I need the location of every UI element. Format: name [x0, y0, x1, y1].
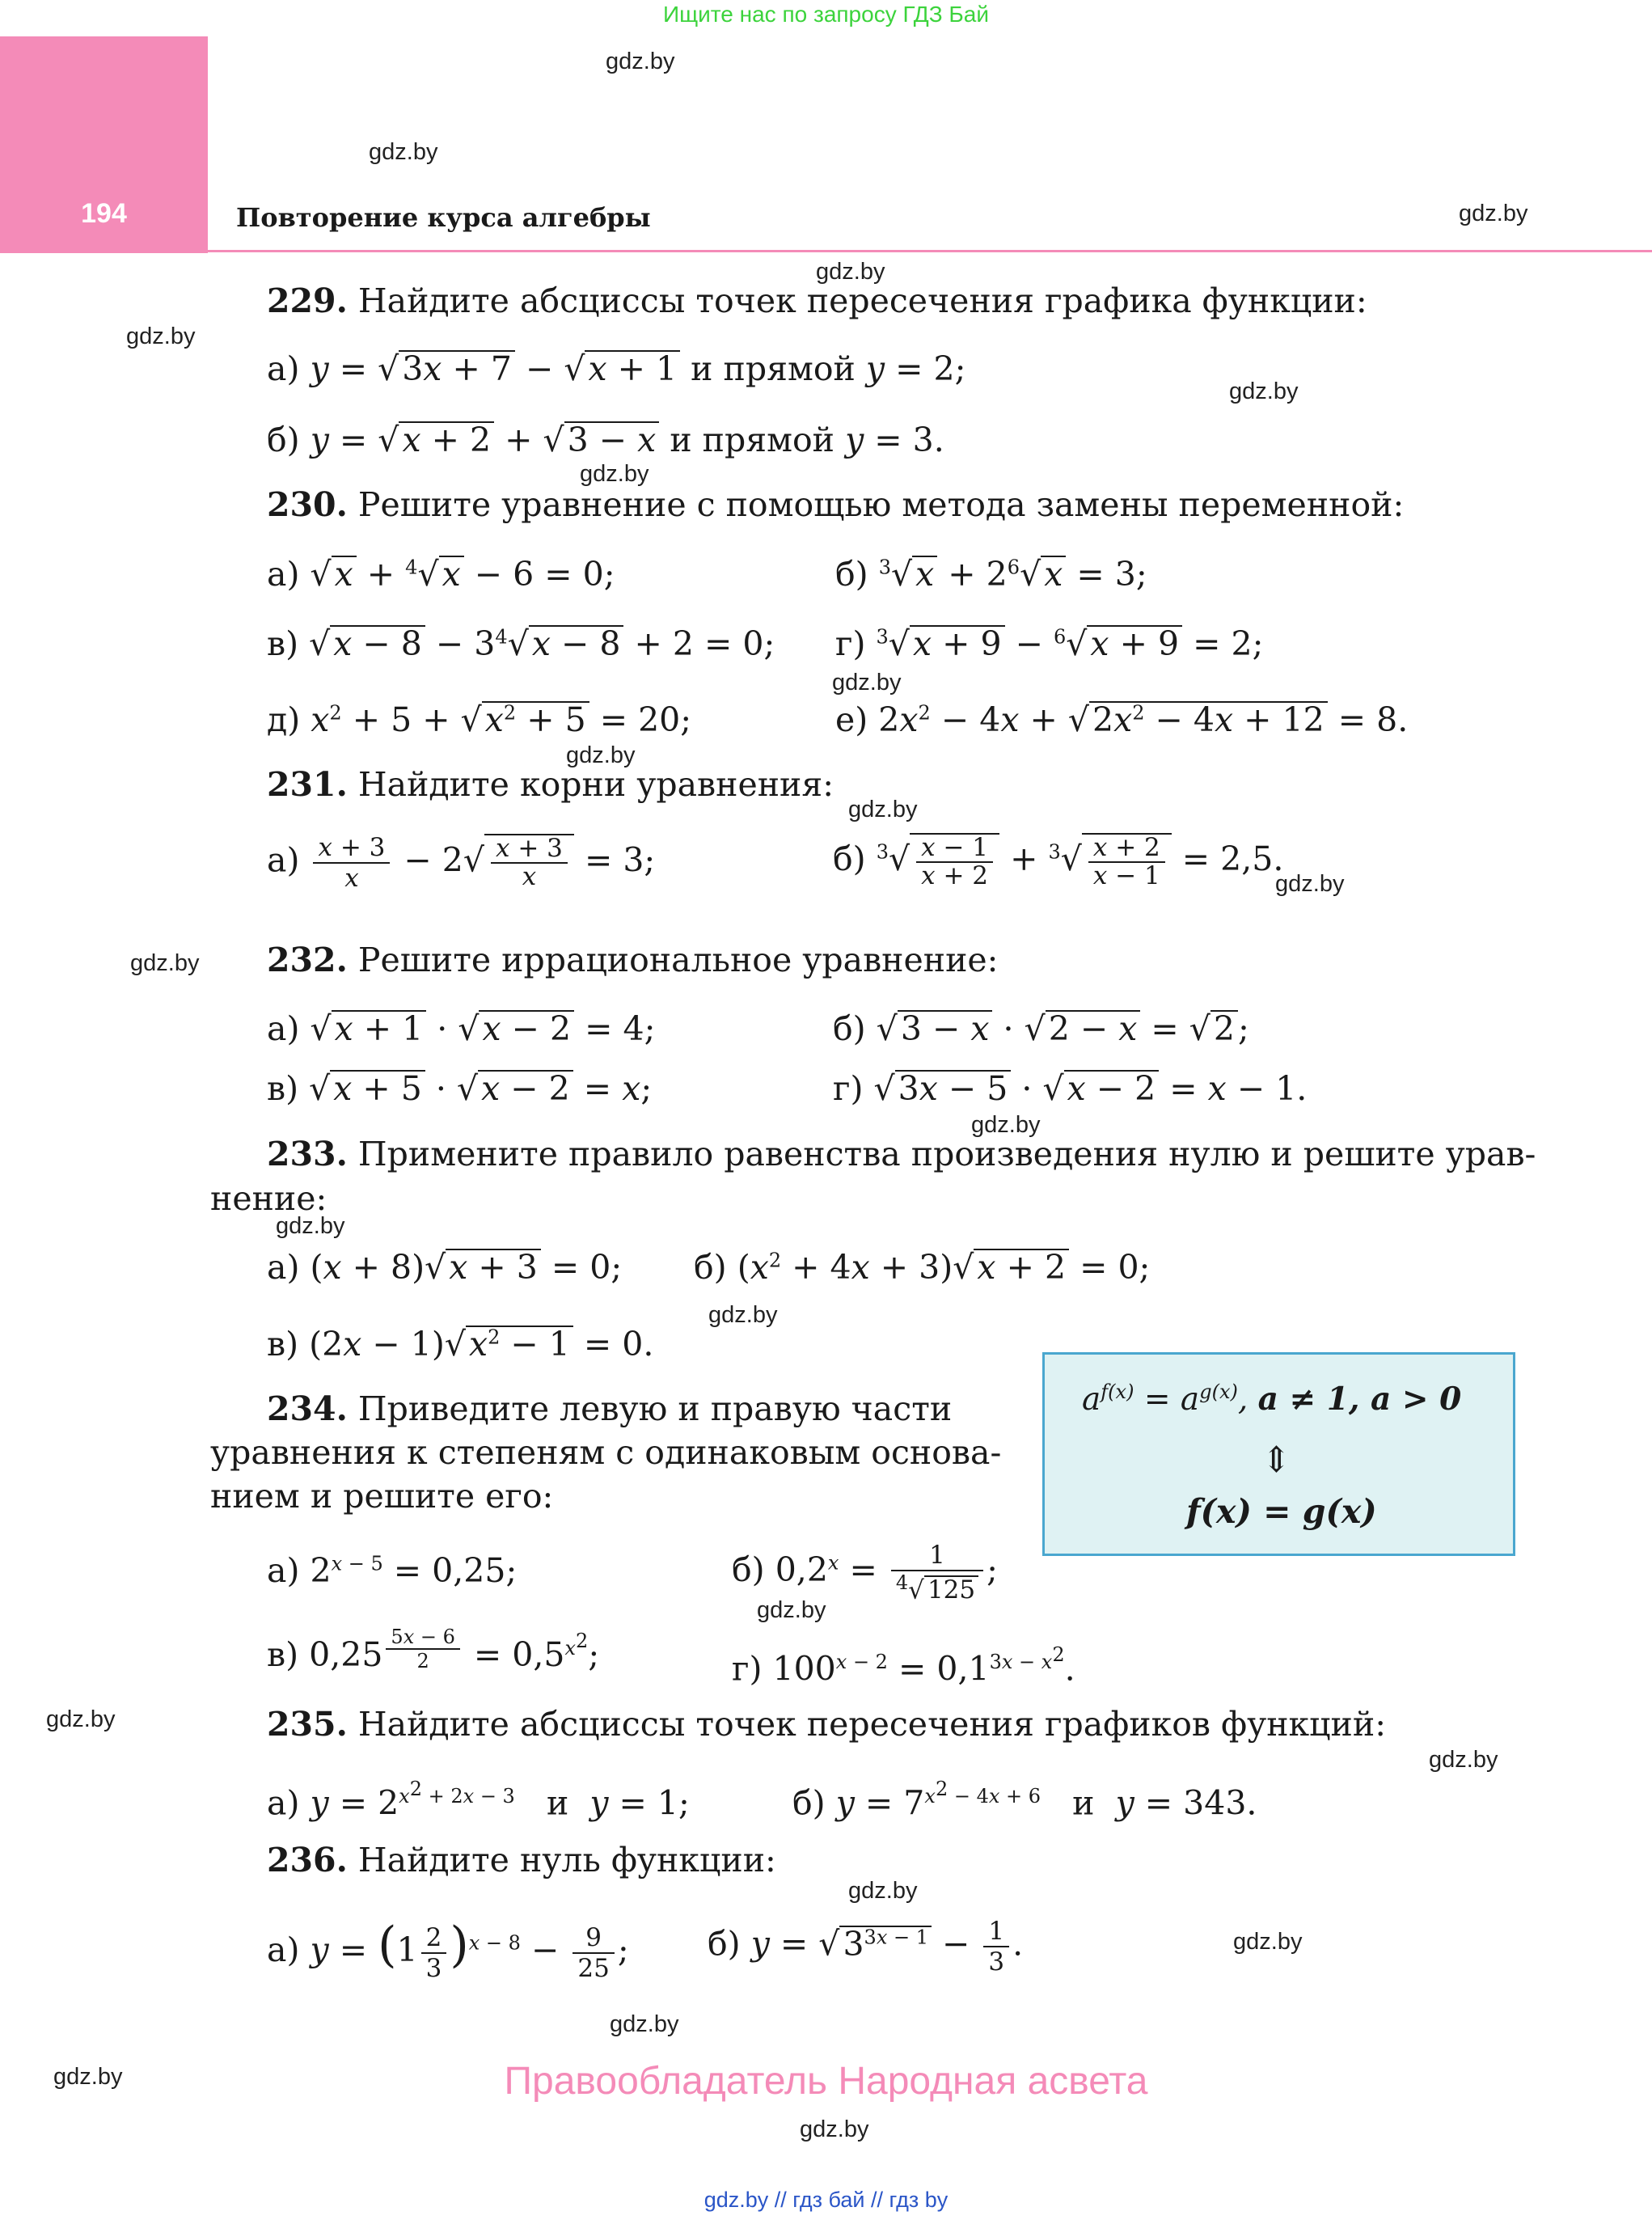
- equation: а) y = √3x + 7 − √x + 1 и прямой y = 2;: [267, 349, 966, 388]
- page-number: 194: [81, 198, 127, 229]
- watermark: gdz.by: [1233, 1929, 1303, 1955]
- equation: б) $^3√x + 2^6√x = 3$;: [835, 555, 1147, 594]
- top-search-link[interactable]: Ищите нас по запросу ГДЗ Бай: [662, 2, 990, 27]
- equation: а) √x + $^4$√x − 6 = 0;: [267, 555, 615, 594]
- copyright-notice: Правообладатель Народная асвета: [504, 2060, 1148, 2103]
- task-text: Найдите абсциссы точек пересечения графиков функций:: [357, 1705, 1387, 1744]
- watermark: gdz.by: [832, 670, 902, 696]
- connector-text: и прямой: [691, 349, 856, 388]
- task-number: 232.: [267, 941, 348, 979]
- watermark: gdz.by: [276, 1213, 345, 1239]
- equation: в) $√x - 8 - 3^4√x - 8 + 2 = 0$;: [267, 624, 775, 663]
- watermark: gdz.by: [46, 1706, 116, 1732]
- connector-text: и: [1072, 1783, 1095, 1823]
- watermark: gdz.by: [1275, 871, 1345, 897]
- watermark: gdz.by: [1229, 378, 1299, 404]
- equation: в) $(2x - 1)√x^2 - 1 = 0$.: [267, 1325, 654, 1364]
- equation: б) $y = √3^{3x - 1}$ − $\frac{1}{3}$ .: [708, 1917, 1024, 1977]
- equation: а) √x + 1 · √x − 2 = 4;: [267, 1009, 656, 1048]
- equation: д) $x^2 + 5 + √x^2 + 5 = 20$;: [267, 700, 692, 739]
- equation: б) $(x^2 + 4x + 3)√x + 2 = 0$;: [694, 1248, 1151, 1287]
- task-234-continuation: нием и решите его:: [210, 1477, 554, 1516]
- connector-text: и: [546, 1783, 569, 1823]
- watermark: gdz.by: [848, 1878, 918, 1904]
- watermark: gdz.by: [800, 2116, 869, 2142]
- task-230: [267, 485, 1404, 524]
- equation: в) 0,25 $^{\frac{5x - 6}{2}}$ = $0,5^{x^2}$;: [267, 1626, 600, 1675]
- equation: б) $0,2^x$ = $\frac{1}{^4√ 125}$ ;: [732, 1541, 998, 1605]
- watermark: gdz.by: [971, 1112, 1041, 1138]
- footer-links[interactable]: gdz.by // гдз бай // гдз by: [703, 2188, 949, 2212]
- equation: г) $100^{x - 2} = 0,1^{3x - x^2}$.: [732, 1643, 1075, 1689]
- task-233-continuation: нение:: [210, 1179, 327, 1218]
- watermark: gdz.by: [130, 950, 200, 976]
- watermark: gdz.by: [53, 2064, 123, 2090]
- watermark: gdz.by: [816, 259, 885, 285]
- task-231: [267, 765, 834, 804]
- watermark: gdz.by: [1429, 1747, 1498, 1773]
- watermark: gdz.by: [606, 49, 675, 74]
- watermark: gdz.by: [1459, 201, 1528, 226]
- task-text: Примените правило равенства произведения нулю и решите урав-: [357, 1135, 1536, 1173]
- task-number: 229.: [267, 281, 348, 320]
- rule-formula: $a^{f(x)} = a^{g(x)}$, a ≠ 1, a > 0: [1082, 1380, 1462, 1418]
- equation: г) √3x − 5 · √x − 2 = x − 1.: [833, 1069, 1308, 1108]
- equation: г) $^3$√x + 9 − $^6$√x + 9 = 2;: [835, 624, 1264, 663]
- equation: а) $\frac{x + 3}{x}$ − 2√ $\frac{x + 3}{x}$ = 3;: [267, 833, 656, 893]
- equation: е) $2x^2 - 4x + √2x^2 - 4x + 12 = 8$.: [835, 700, 1409, 739]
- page-header-title: Повторение курса алгебры: [236, 202, 651, 233]
- task-text: Решите уравнение с помощью метода замены переменной:: [357, 485, 1405, 524]
- equation: а) $y = 2^{x^2 + 2x - 3}$ и y = 1;: [267, 1778, 690, 1823]
- watermark: gdz.by: [126, 323, 196, 349]
- watermark: gdz.by: [369, 139, 438, 165]
- watermark: gdz.by: [580, 461, 649, 487]
- task-number: 234.: [267, 1389, 348, 1428]
- equation: б) $y = 7^{x^2 - 4x + 6}$ и y = 343.: [792, 1778, 1257, 1823]
- connector-text: и прямой: [670, 421, 835, 459]
- task-number: 235.: [267, 1705, 348, 1744]
- task-number: 233.: [267, 1135, 348, 1173]
- task-text: Найдите нуль функции:: [357, 1841, 776, 1879]
- task-235: [267, 1705, 1386, 1744]
- task-number: 230.: [267, 485, 348, 524]
- equation: в) √x + 5 · √x − 2 = x;: [267, 1069, 653, 1108]
- task-234-continuation: уравнения к степеням с одинаковым основа-: [210, 1433, 1002, 1472]
- equation: б) √3 − x · √2 − x = √2;: [833, 1009, 1249, 1048]
- header-divider: [208, 250, 1652, 252]
- task-text: Приведите левую и правую части: [357, 1389, 953, 1428]
- rule-result: f(x) = g(x): [1186, 1492, 1377, 1531]
- equation: а) (x + 8)√x + 3 = 0;: [267, 1248, 623, 1287]
- task-232: [267, 941, 998, 979]
- watermark: gdz.by: [757, 1597, 826, 1623]
- watermark: gdz.by: [708, 1302, 778, 1328]
- watermark: gdz.by: [610, 2011, 679, 2037]
- task-229: [267, 281, 1367, 320]
- equivalence-arrow-icon: ⇕: [1261, 1440, 1291, 1481]
- task-number: 236.: [267, 1841, 348, 1879]
- task-233: [267, 1135, 1536, 1173]
- equation: а) y = (1 $\frac{2}{3}$ )$^{x - 8}$ − $\frac{9}{25}$ ;: [267, 1917, 629, 1983]
- equation: б) $^3$√ $\frac{x - 1}{x + 2}$ + $^3$√ $\frac{x + 2}{x - 1}$ = 2,5.: [833, 833, 1284, 890]
- equation: а) $2^{x - 5} = 0,25$;: [267, 1551, 518, 1590]
- equation: б) y = √x + 2 + √3 − x и прямой y = 3.: [267, 421, 944, 459]
- task-text: Найдите абсциссы точек пересечения графика функции:: [357, 281, 1367, 320]
- watermark: gdz.by: [566, 742, 636, 768]
- watermark: gdz.by: [848, 797, 918, 822]
- task-236: [267, 1841, 776, 1879]
- task-number: 231.: [267, 765, 348, 804]
- task-234: [267, 1389, 952, 1428]
- task-text: Решите иррациональное уравнение:: [357, 941, 999, 979]
- task-text: Найдите корни уравнения:: [357, 765, 834, 804]
